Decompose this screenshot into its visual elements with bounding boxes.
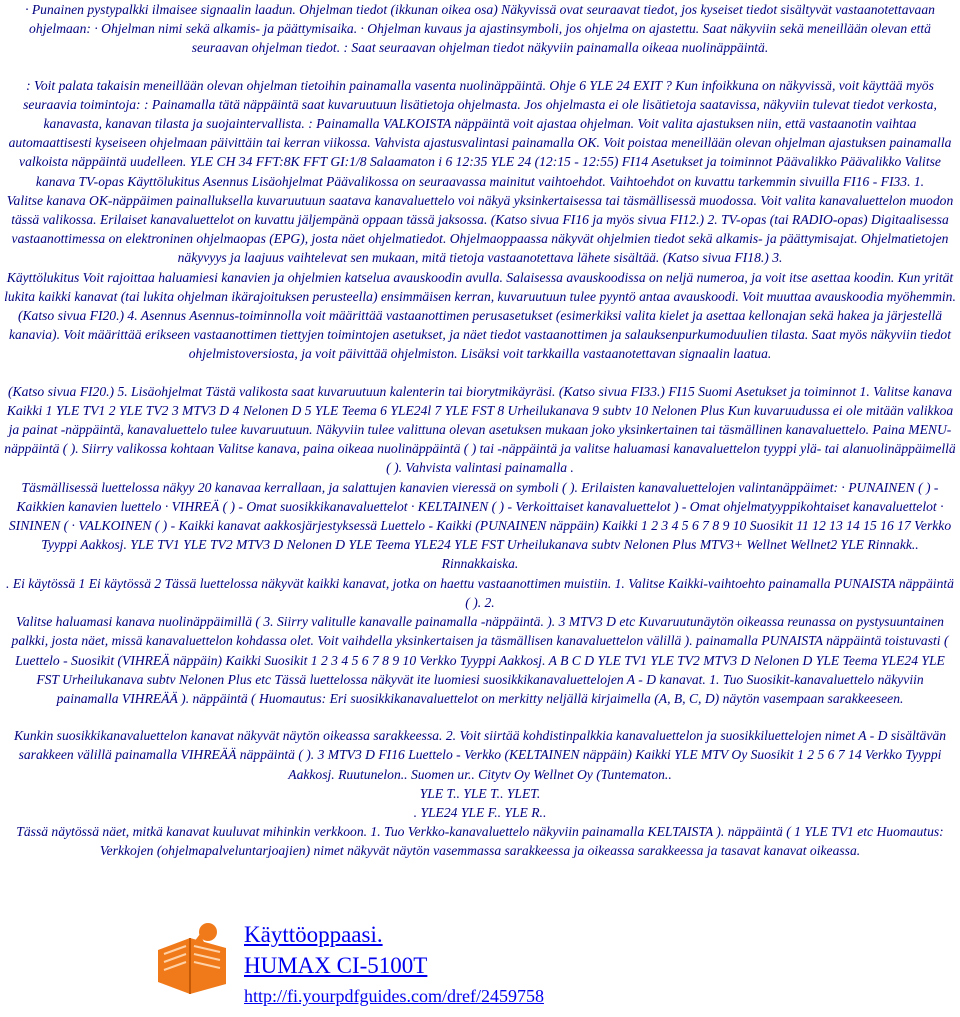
paragraph-gap [0,364,960,382]
paragraph-gap [0,708,960,726]
source-url-link[interactable]: http://fi.yourpdfguides.com/dref/2459758 [244,986,544,1006]
model-link[interactable]: HUMAX CI-5100T [244,953,428,978]
paragraph: . Ei käytössä 1 Ei käytössä 2 Tässä luettelossa näkyvät kaikki kanavat, jotka on haettu vastaanottimen muistiin. 1. Valitse Kaikki-vaihtoehto painamalla PUNAISTA näppäintä ( ). 2. [6,575,954,610]
paragraph: · Punainen pystypalkki ilmaisee signaalin laadun. Ohjelman tiedot (ikkunan oikea osa) Näkyvissä ovat seuraavat tiedot, jos kyseiset tiedot sisältyvät vastaanotettavaan ohjelmaan: · Ohjelman nimi sekä alkamis- ja päättymisaika. · Ohjelman kuvaus ja ajastinsymboli, jos ohjelma on ajastettu. Saat näkyviin sekä meneillään olevan että seuraavan ohjelman tiedot. : Saat seuraavan ohjelman tiedot näkyviin painamalla oikeaa nuolinäppäintä. [25,2,935,56]
paragraph: YLE T.. YLE T.. YLET. [419,785,541,801]
paragraph: Valitse haluamasi kanava nuolinäppäimillä ( 3. Siirry valitulle kanavalle painamalla -näppäintä. ). 3 MTV3 D etc Kuvaruutunäytön oikeassa reunassa on pystysuuntainen palkki, josta näet, missä kanavaluettelon kohdassa olet. Voit vaihdella yksinkertaisen ja täsmällisen kanavaluettelon välillä ). painamalla PUNAISTA näppäintä toistuvasti ( Luettelo - Suosikit (VIHREÄ näppäin) Kaikki Suosikit 1 2 3 4 5 6 7 8 9 10 Verkko Tyyppi Aakkosj. A B C D YLE TV1 YLE TV2 MTV3 D Nelonen D YLE Teema YLE24 YLE FST Urheilukanava subtv Nelonen Plus etc Tässä luettelossa näkyvät ite luomiesi suosikkikanavaluettelojen A - D kanavat. 1. Tuo Suosikit-kanavaluettelo näkyviin painamalla VIHREÄÄ ). näppäintä ( Huomautus: Eri suosikkikanavaluettelot on merkitty neljällä kirjaimella (A, B, C, D) näytön vasempaan sarakkeeseen. [11,614,949,706]
paragraph: Valitse kanava OK-näppäimen painalluksella kuvaruutuun saatava kanavaluettelo voi näkyä yksinkertaisessa tai täsmällisessä muodossa. Voit valita kanavaluettelon muodon tässä valikossa. Erilaiset kanavaluettelot on kuvattu jäljempänä oppaan tässä jaksossa. (Katso sivua FI16 ja myös sivua FI12.) 2. TV-opas (tai RADIO-opas) Digitaalisessa vastaanottimessa on elektroninen ohjelmaopas (EPG), josta näet ohjelmatiedot. Ohjelmaoppaassa näkyvät ohjelmien tiedot sekä alkamis- ja päättymisajat. Ohjelmatietojen näkyvyys ja laajuus vaihtelevat sen mukaan, mitä tietoja vastaanotettava lähete sisältää. (Katso sivua FI18.) 3. [6,192,954,266]
manual-link[interactable]: Käyttöoppaasi. [244,922,383,947]
paragraph: : Voit palata takaisin meneillään olevan ohjelman tietoihin painamalla vasenta nuolinäppäintä. Ohje 6 YLE 24 EXIT ? Kun infoikkuna on näkyvissä, voit käyttää myös seuraavia toimintoja: : Painamalla tätä näppäintä saat kuvaruutuun lisätietoja ohjelmasta. Jos ohjelmasta ei ole lisätietoja saatavissa, näkyviin tulevat tiedot verkosta, kanavasta, kanavan tilasta ja suojaintervallista. : Painamalla VALKOISTA näppäintä voit ajastaa ohjelman. Voit valita ajastuksen niin, että vastaanotin vaihtaa automaattisesti kyseiseen ohjelmaan päivittäin tai kerran viikossa. Vahvista ajastusvalintasi painamalla OK. Voit poistaa meneillään olevan ohjelman ajastuksen painamalla valkoista näppäintä uudelleen. YLE CH 34 FFT:8K FFT GI:1/8 Salaamaton i 6 12:35 YLE 24 (12:15 - 12:55) FI14 Asetukset ja toiminnot Päävalikko Päävalikko Valitse kanava TV-opas Käyttölukitus Asennus Lisäohjelmat Päävalikossa on seuraavassa mainitut vaihtoehdot. Vaihtoehdot on kuvattu tarkemmin sivuilla FI16 - FI33. 1. [8,77,952,189]
paragraph: Tässä näytössä näet, mitkä kanavat kuuluvat mihinkin verkkoon. 1. Tuo Verkko-kanavaluettelo näkyviin painamalla KELTAISTA ). näppäintä ( 1 YLE TV1 etc Huomautus: Verkkojen (ohjelmapalveluntarjoajien) nimet näkyvät näytön vasemmassa sarakkeessa ja oikeassa sarakkeessa ja tasavat kanavat oikeassa. [16,824,944,859]
paragraph: Kunkin suosikkikanavaluettelon kanavat näkyvät näytön oikeassa sarakkeessa. 2. Voit siirtää kohdistinpalkkia kanavaluettelon ja suosikkiluettelojen nimet A - D sisältävän sarakkeen välillä painamalla VIHREÄÄ näppäintä ( ). 3 MTV3 D FI16 Luettelo - Verkko (KELTAINEN näppäin) Kaikki YLE MTV Oy Suosikit 1 2 5 6 7 14 Verkko Tyyppi Aakkosj. Ruutunelon.. Suomen ur.. Citytv Oy Wellnet Oy (Tuntematon.. [13,728,946,782]
paragraph: Käyttölukitus Voit rajoittaa haluamiesi kanavien ja ohjelmien katselua avauskoodin avulla. Salaisessa avauskoodissa on neljä numeroa, ja voit itse asettaa koodin. Kun yrität lukita kaikki kanavat (tai lukita ohjelman ikärajoituksen perusteella) ensimmäisen kerran, kuvaruutuun tulee pyyntö antaa avauskoodi. Voit muuttaa avauskoodia myöhemmin. (Katso sivua FI20.) 4. Asennus Asennus-toiminnolla voit määrittää vastaanottimen perusasetukset (esimerkiksi valita kielet ja asettaa kellonajan sekä hakea ja järjestellä kanavia). Voit määrittää erikseen vastaanottimen tiettyjen toimintojen asetukset, ja näet tiedot vastaanottimen ja salauksenpurkumoduulien tilasta. Saat myös näkyviin tiedot ohjelmistoversiosta, ja voit päivittää ohjelmiston. Lisäksi voit tarkkailla vastaanotettavan signaalin laatua. [4,269,956,362]
paragraph: . YLE24 YLE F.. YLE R.. [413,804,547,820]
paragraph-gap [0,58,960,76]
paragraph: Täsmällisessä luettelossa näkyy 20 kanavaa kerrallaan, ja salattujen kanavien vieressä on symboli ( ). Erilaisten kanavaluettelojen valintanäppäimet: · PUNAINEN ( ) - Kaikkien kanavien luettelo · VIHREÄ ( ) - Omat suosikkikanavaluettelot · KELTAINEN ( ) - Verkoittaiset kanavaluettelot ) - Omat ohjelmatyyppikohtaiset kanavaluettelot · SININEN ( · VALKOINEN ( ) - Kaikki kanavat aakkosjärjestyksessä Luettelo - Kaikki (PUNAINEN näppäin) Kaikki 1 2 3 4 5 6 7 8 9 10 Suosikit 11 12 13 14 15 16 17 Verkko Tyyppi Aakkosj. YLE TV1 YLE TV2 MTV3 D Nelonen D YLE Teema YLE24 YLE FST Urheilukanava subtv Nelonen Plus MTV3+ Wellnet Wellnet2 YLE Rinnakk.. Rinnakkaiska. [8,479,952,572]
manual-book-logo-icon [150,920,234,998]
paragraph: (Katso sivua FI20.) 5. Lisäohjelmat Tästä valikosta saat kuvaruutuun kalenterin tai biorytmikäyräsi. (Katso sivua FI33.) FI15 Suomi Asetukset ja toiminnot 1. Valitse kanava Kaikki 1 YLE TV1 2 YLE TV2 3 MTV3 D 4 Nelonen D 5 YLE Teema 6 YLE24l 7 YLE FST 8 Urheilukanava 9 subtv 10 Nelonen Plus Kun kuvaruudussa ei ole mitään valikkoa ja painat -näppäintä, kanavaluettelo tulee kuvaruutuun. Näkyviin tulee valittuna olevan asetuksen mukaan joko yksinkertainen tai täsmällinen kanavaluettelo. Paina MENU-näppäintä ( ). Siirry valikossa kohtaan Valitse kanava, paina oikeaa nuolinäppäintä ( ) tai -näppäintä ja valitse haluamasi kanavaluettelon tyyppi ylä- tai alanuolinäppäimellä ( ). Vahvista valintasi painamalla . [4,383,956,476]
